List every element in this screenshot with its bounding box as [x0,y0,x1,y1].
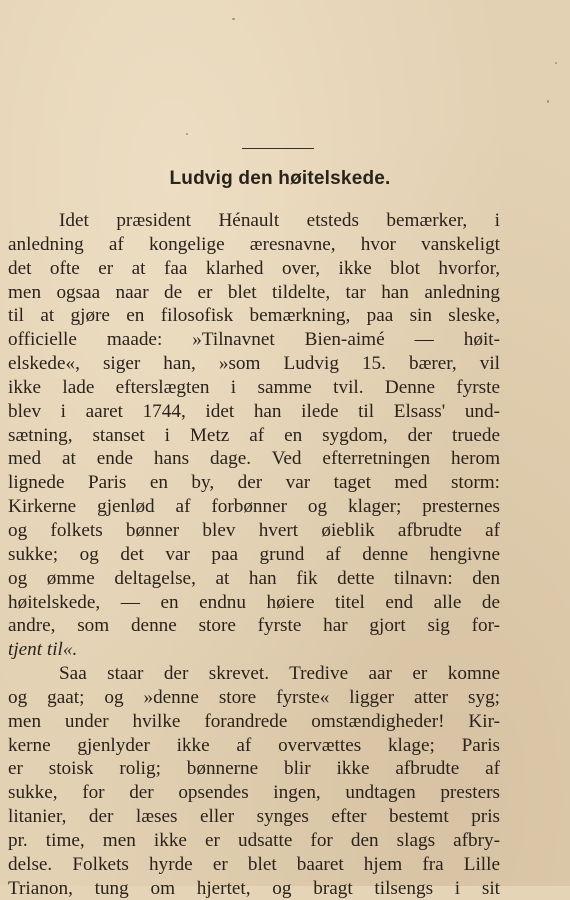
text-line: delse. Folkets hyrde er blet baaret hjem fra Lille [8,853,500,875]
paper-speck [232,18,235,20]
paper-speck [547,100,549,103]
text-line: det ofte er at faa klarhed over, ikke blot hvorfor, [8,257,500,279]
text-line: Saa staar der skrevet. Tredive aar er komne [59,663,500,685]
text-line: og folkets bønner blev hvert øieblik afbrudte af [8,519,500,541]
text-line: kerne gjenlyder ikke af overvættes klage; Paris [8,734,500,756]
text-line: andre, som denne store fyrste har gjort sig for- [8,615,500,637]
text-line: litanier, der læses eller synges efter bestemt pris [8,806,500,828]
body-text [8,209,500,900]
text-line: sukke; og det var paa grund af denne hengivne [8,543,500,565]
paper-speck [186,133,188,135]
text-line: sukke, for der opsendes ingen, undtagen presters [8,782,500,804]
text-line: anledning af kongelige æresnavne, hvor vanskeligt [8,233,500,255]
text-line: blev i aaret 1744, idet han ilede til Elsass' und- [8,400,500,422]
text-line: Kirkerne gjenlød af forbønner og klager; presternes [8,496,500,518]
text-line: pr. time, men ikke er udsatte for den slags afbry- [8,829,500,851]
text-line: høitelskede, — en endnu høiere titel end alle de [8,591,500,613]
text-line: med at ende hans dage. Ved efterretningen herom [8,448,500,470]
text-line: til at gjøre en filosofisk bemærkning, paa sin sleske, [8,305,500,327]
text-line: Trianon, tung om hjertet, og bragt tilsengs i sit [8,877,500,899]
text-line: sætning, stanset i Metz af en sygdom, der truede [8,424,500,446]
text-line: ikke lade efterslægten i samme tvil. Denne fyrste [8,376,500,398]
text-line: Idet præsident Hénault etsteds bemærker, i [59,210,500,231]
title-rule [242,148,314,149]
text-line: og gaat; og »denne store fyrste« ligger atter syg; [8,686,500,708]
text-line: men under hvilke forandrede omstændigheder! Kir- [8,710,500,732]
page-title: Ludvig den høitelskede. [169,168,391,189]
text-line: lignede Paris en by, der var taget med storm: [8,472,500,494]
paper-speck [555,62,557,64]
text-line: tjent til«. [8,639,78,661]
text-line: og ømme deltagelse, at han fik dette tilnavn: den [8,567,500,589]
text-line: er stoisk rolig; bønnerne blir ikke afbrudte af [8,758,500,780]
text-line: officielle maade: »Tilnavnet Bien-aimé — høit- [8,329,500,351]
text-line: elskede«, siger han, »som Ludvig 15. bærer, vil [8,353,500,375]
text-line: men ogsaa naar de er blet tildelte, tar han anledning [8,281,500,303]
